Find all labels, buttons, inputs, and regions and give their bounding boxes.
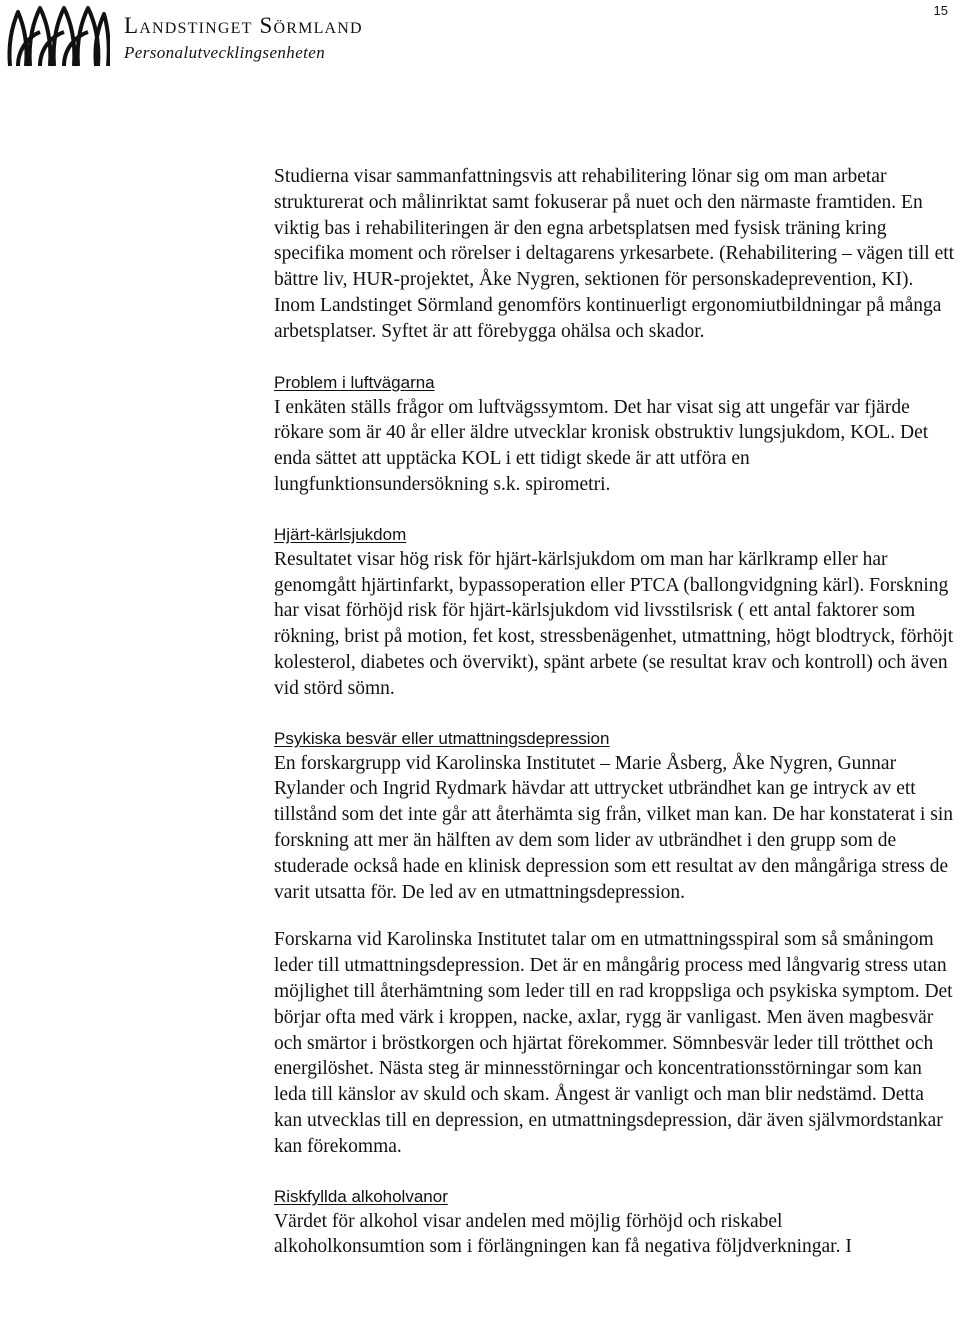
- section-body: En forskargrupp vid Karolinska Institutet – Marie Åsberg, Åke Nygren, Gunnar Rylander och Ingrid Rydmark hävdar att uttrycket utbrändhet kan ge intryck av ett tillstånd som det inte går att återhämta sig från, vilket man kan. De har konstaterat i sin forskning att mer än hälften av dem som lider av utbrändhet i den grupp som de studerade också hade en klinisk depression som ett resultat av den mångåriga stress de varit utsatta för. De led av en utmattningsdepression.: [274, 752, 954, 903]
- page-header: [0, 0, 960, 80]
- section-body-line: alkoholkonsumtion som i förlängningen kan få negativa följdverkningar. I: [274, 1236, 852, 1258]
- section-body-line: Värdet för alkohol visar andelen med möjlig förhöjd och riskabel: [274, 1210, 783, 1232]
- page-number: 15: [933, 3, 948, 18]
- document-body: [274, 164, 956, 1260]
- section-heading: Psykiska besvär eller utmattningsdepression: [274, 728, 610, 748]
- intro-paragraph-2: Inom Landstinget Sörmland genomförs kontinuerligt ergonomiutbildningar på många arbetsplatser. Syftet är att förebygga ohälsa och skador.: [274, 294, 942, 342]
- tulip-crown-logo-icon: [4, 4, 110, 68]
- section-cardiovascular: [274, 522, 956, 702]
- section-alcohol: [274, 1184, 956, 1261]
- section-heading: Riskfyllda alkoholvanor: [274, 1186, 448, 1206]
- organization-name: Landstinget Sörmland: [124, 13, 363, 38]
- section-body-continued: Forskarna vid Karolinska Institutet talar om en utmattningsspiral som så småningom leder till utmattningsdepression. Det är en mångårig process med långvarig stress utan möjlighet till återhämtning som leder till en rad kroppsliga och psykiska symptom. Det börjar ofta med värk i kroppen, nacke, axlar, rygg är vanligast. Men även magbesvär och smärtor i bröstkorgen och hjärtat förekommer. Sömnbesvär leder till trötthet och energilöshet. Nästa steg är minnesstörningar och koncentrationsstörningar som kan leda till känslor av skuld och skam. Ångest är vanligt och man blir nedstämd. Detta kan utvecklas till en depression, en utmattningsdepression, där även självmordstankar kan förekomma.: [274, 929, 953, 1157]
- section-mental-health: [274, 726, 956, 1160]
- unit-name: Personalutvecklingsenheten: [124, 43, 326, 62]
- section-body: I enkäten ställs frågor om luftvägssymtom. Det har visat sig att ungefär var fjärde rökare som är 40 år eller äldre utvecklar kronisk obstruktiv lungsjukdom, KOL. Det enda sättet att upptäcka KOL i ett tidigt skede är att utföra en lungfunktionsundersökning s.k. spirometri.: [274, 396, 929, 495]
- section-respiratory: [274, 370, 956, 498]
- section-heading: Hjärt-kärlsjukdom: [274, 524, 407, 544]
- intro-paragraph: Studierna visar sammanfattningsvis att rehabilitering lönar sig om man arbetar strukturerat och målinriktat samt fokuserar på nuet och den närmaste framtiden. En viktig bas i rehabiliteringen är den egna arbetsplatsen med fysisk träning kring specifika moment och rörelser i deltagarens yrkesarbete. (Rehabilitering – vägen till ett bättre liv, HUR-projektet, Åke Nygren, sektionen för personskadeprevention, KI).: [274, 166, 955, 291]
- section-heading: Problem i luftvägarna: [274, 372, 435, 392]
- section-body: Resultatet visar hög risk för hjärt-kärlsjukdom om man har kärlkramp eller har genomgått hjärtinfarkt, bypassoperation eller PTCA (ballongvidgning kärl). Forskning har visat förhöjd risk för hjärt-kärlsjukdom vid livsstilsrisk ( ett antal faktorer som rökning, brist på motion, fet kost, stressbenägenhet, utmattning, högt blodtryck, förhöjt kolesterol, diabetes och övervikt), spänt arbete (se resultat krav och kontroll) och även vid störd sömn.: [274, 548, 954, 699]
